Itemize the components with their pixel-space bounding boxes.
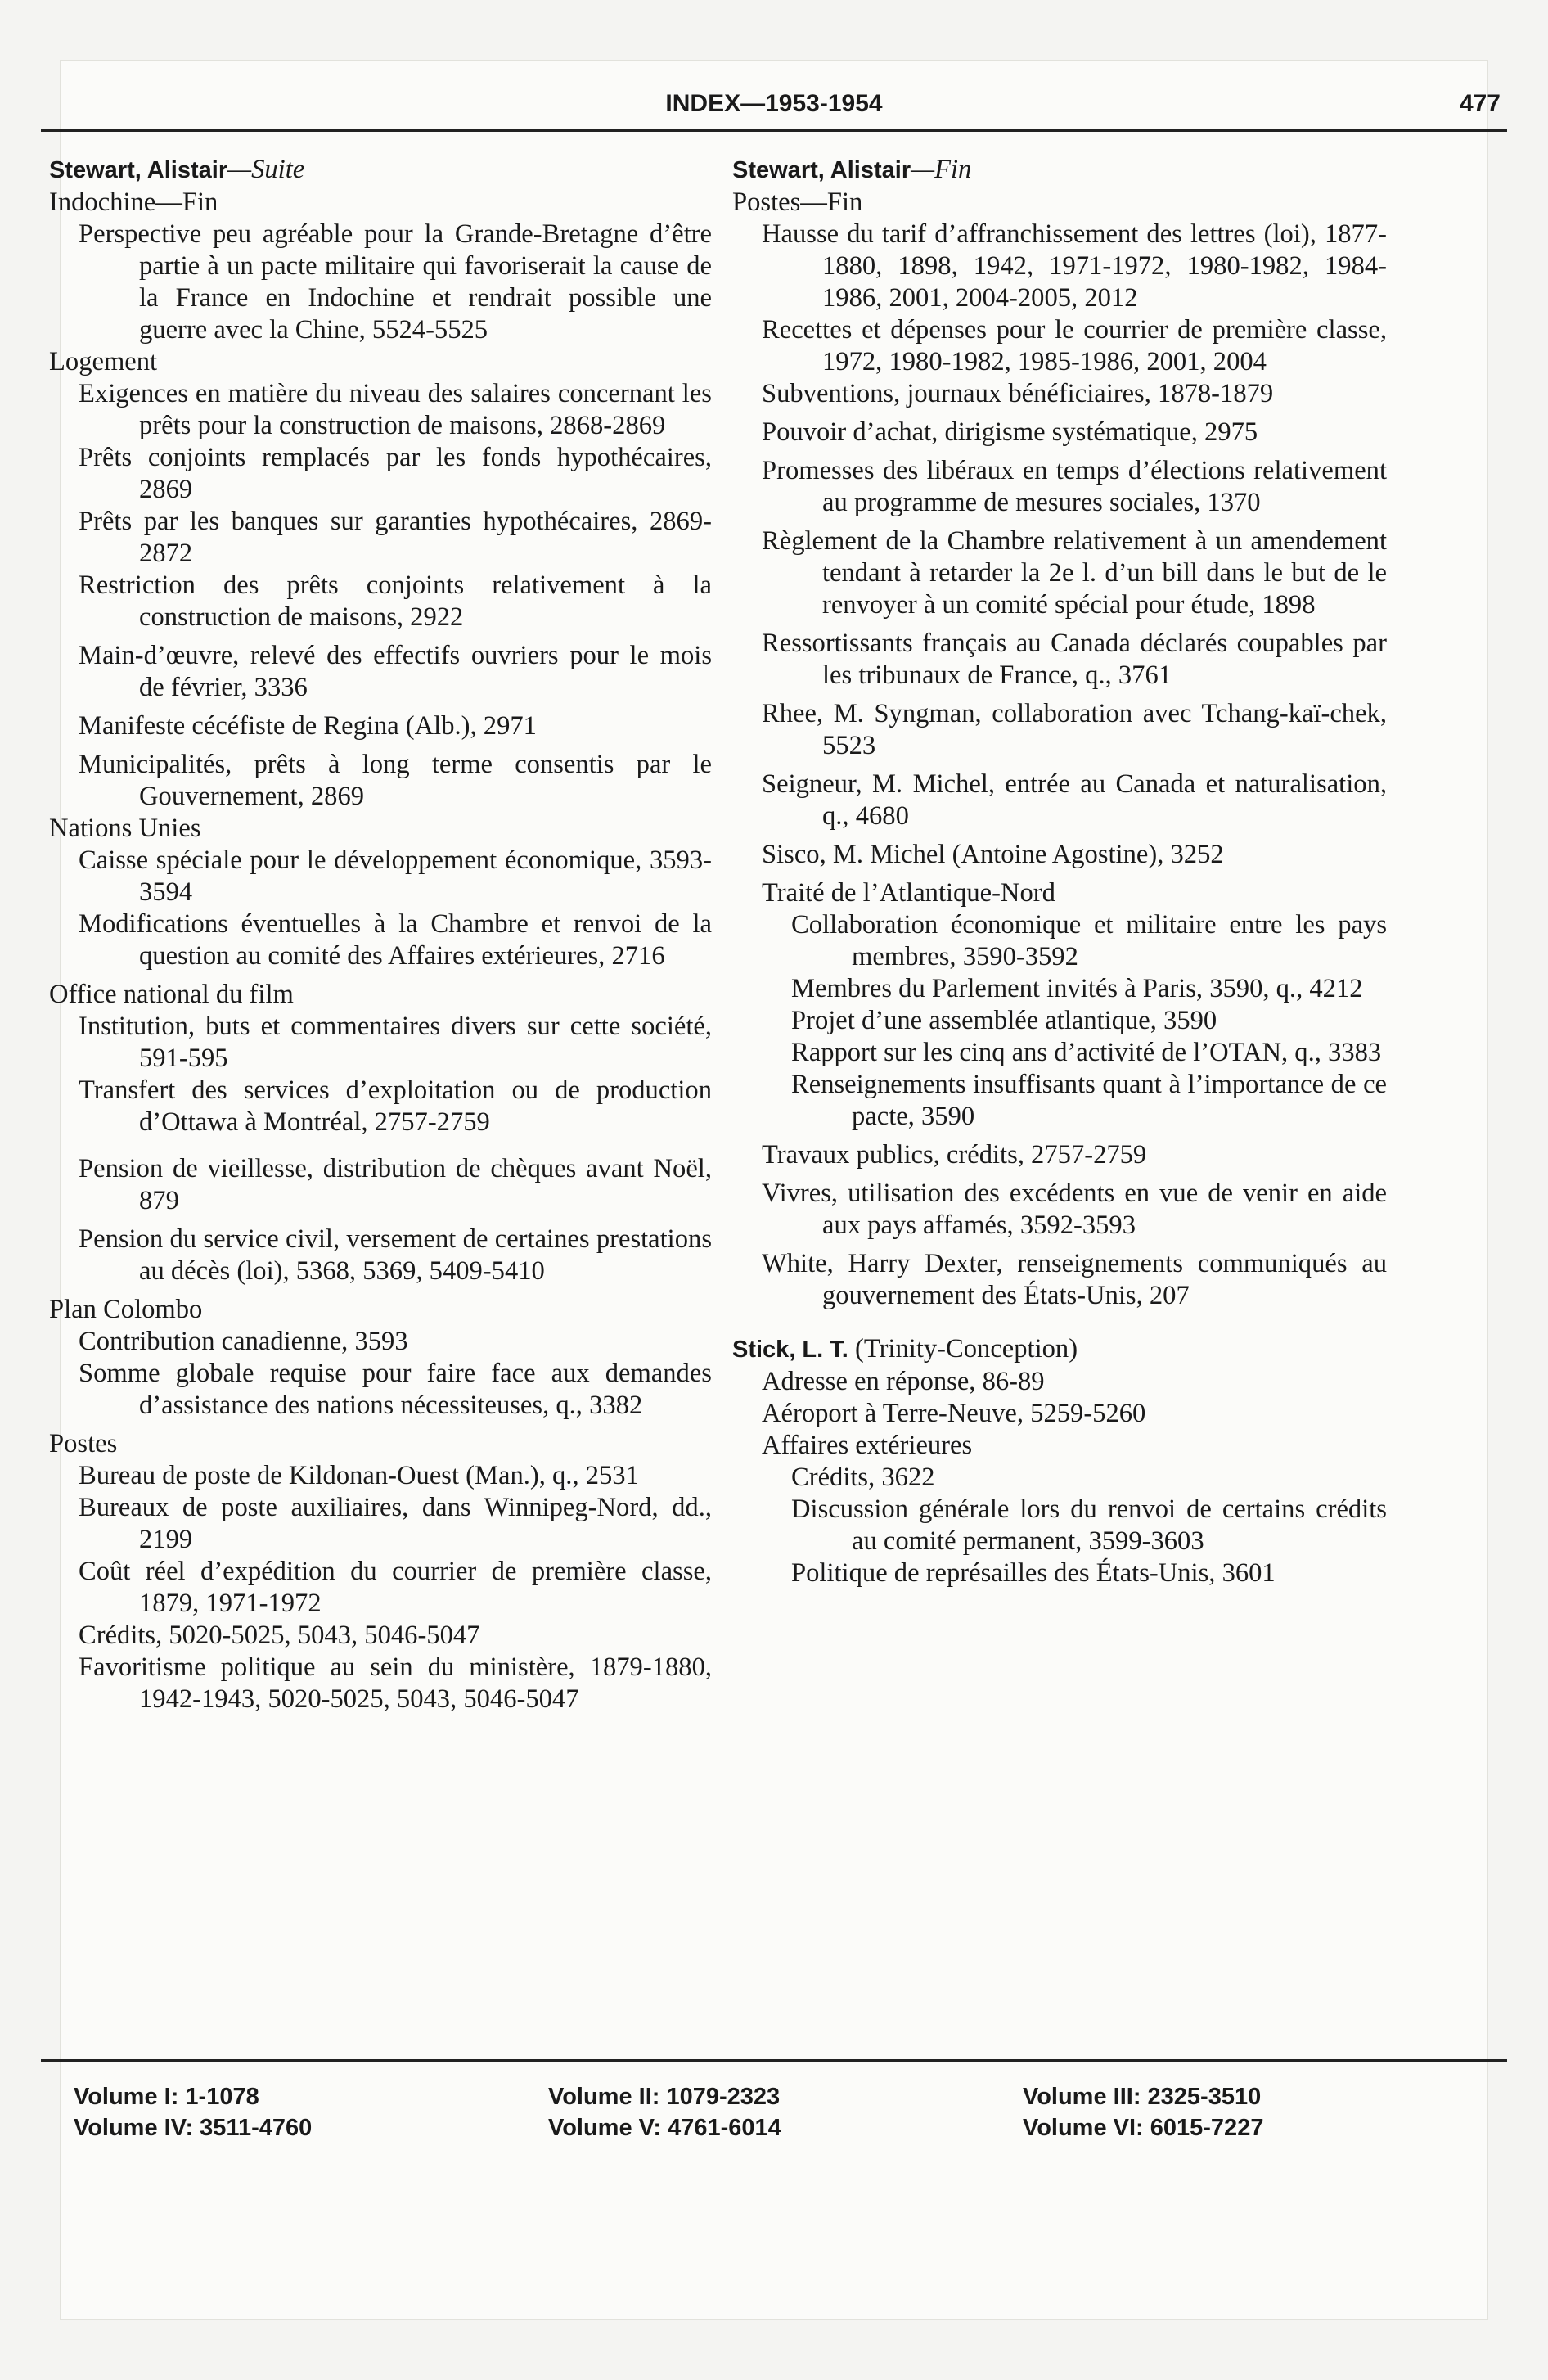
right-column [732, 154, 1387, 1589]
index-entry: Postes—Fin [732, 187, 863, 217]
index-entry: Subventions, journaux bénéficiaires, 1878-1879 [762, 379, 1274, 408]
index-entry: Promesses des libéraux en temps d’élections relativement au programme de mesures sociales, 1370 [762, 456, 1387, 517]
column-heading [49, 154, 712, 187]
index-entry: Favoritisme politique au sein du ministère, 1879-1880, 1942-1943, 5020-5025, 5043, 5046-5047 [79, 1652, 712, 1714]
index-entry: Crédits, 3622 [791, 1463, 935, 1492]
heading-name: Stick, L. T. [732, 1336, 848, 1363]
index-entry: Rhee, M. Syngman, collaboration avec Tchang-kaï-chek, 5523 [762, 699, 1387, 760]
index-entry: Coût réel d’expédition du courrier de première classe, 1879, 1971-1972 [79, 1557, 712, 1618]
heading-name: Stewart, Alistair [49, 157, 228, 183]
index-entry: Sisco, M. Michel (Antoine Agostine), 3252 [762, 840, 1224, 869]
index-entry: Seigneur, M. Michel, entrée au Canada et naturalisation, q., 4680 [762, 769, 1387, 831]
index-entry: Vivres, utilisation des excédents en vue de venir en aide aux pays affamés, 3592-3593 [762, 1179, 1387, 1240]
index-entry: Modifications éventuelles à la Chambre et renvoi de la question au comité des Affaires extérieures, 2716 [79, 909, 712, 971]
index-entry: Exigences en matière du niveau des salaires concernant les prêts pour la construction de maisons, 2868-2869 [79, 379, 712, 440]
index-entry: Logement [49, 347, 158, 376]
index-entry: Perspective peu agréable pour la Grande-Bretagne d’être partie à un pacte militaire qui favoriserait la cause de la France en Indochine et rendrait possible une guerre avec la Chine, 5524-5525 [79, 219, 712, 345]
index-entry: Règlement de la Chambre relativement à un amendement tendant à retarder la 2e l. d’un bill dans le but de le renvoyer à un comité spécial pour étude, 1898 [762, 526, 1387, 620]
index-entry: Traité de l’Atlantique-Nord [762, 878, 1055, 908]
index-entry: Recettes et dépenses pour le courrier de première classe, 1972, 1980-1982, 1985-1986, 2001, 2004 [762, 315, 1387, 376]
index-entry: Pension du service civil, versement de certaines prestations au décès (loi), 5368, 5369, 5409-5410 [79, 1224, 712, 1286]
index-entry: Pension de vieillesse, distribution de chèques avant Noël, 879 [79, 1154, 712, 1215]
index-entry: Municipalités, prêts à long terme consentis par le Gouvernement, 2869 [79, 750, 712, 811]
volume-label: Volume V: 4761-6014 [548, 2115, 781, 2141]
index-entry: Hausse du tarif d’affranchissement des lettres (loi), 1877-1880, 1898, 1942, 1971-1972, 1980-1982, 1984-1986, 2001, 2004-2005, 2012 [762, 219, 1387, 313]
index-entry: Bureau de poste de Kildonan-Ouest (Man.), q., 2531 [79, 1461, 639, 1490]
left-entries [49, 187, 712, 1715]
index-entry: Office national du film [49, 980, 294, 1009]
index-entry: Transfert des services d’exploitation ou de production d’Ottawa à Montréal, 2757-2759 [79, 1075, 712, 1137]
index-entry: Plan Colombo [49, 1295, 203, 1324]
heading-suffix: (Trinity-Conception) [848, 1334, 1078, 1364]
footer-divider [41, 2059, 1507, 2062]
index-entry: Discussion générale lors du renvoi de certains crédits au comité permanent, 3599-3603 [791, 1494, 1387, 1556]
index-entry: White, Harry Dexter, renseignements communiqués au gouvernement des États-Unis, 207 [762, 1249, 1387, 1310]
page-header [41, 88, 1507, 132]
index-entry: Bureaux de poste auxiliaires, dans Winnipeg-Nord, dd., 2199 [79, 1493, 712, 1554]
index-entry: Politique de représailles des États-Unis, 3601 [791, 1558, 1276, 1588]
right-entries [732, 187, 1387, 1312]
index-entry: Ressortissants français au Canada déclarés coupables par les tribunaux de France, q., 3761 [762, 629, 1387, 690]
index-entry: Postes [49, 1429, 118, 1458]
heading-name: Stewart, Alistair [732, 157, 911, 183]
left-column [49, 154, 712, 1715]
index-entry: Restriction des prêts conjoints relativement à la construction de maisons, 2922 [79, 570, 712, 632]
column-heading [732, 1333, 1387, 1366]
index-entry: Pouvoir d’achat, dirigisme systématique, 2975 [762, 417, 1258, 447]
index-entry: Indochine—Fin [49, 187, 218, 217]
index-entry: Travaux publics, crédits, 2757-2759 [762, 1140, 1147, 1170]
index-entry: Rapport sur les cinq ans d’activité de l’OTAN, q., 3383 [791, 1038, 1382, 1067]
volume-label: Volume I: 1-1078 [74, 2084, 259, 2110]
index-entry: Renseignements insuffisants quant à l’importance de ce pacte, 3590 [791, 1070, 1387, 1131]
index-entry: Prêts conjoints remplacés par les fonds hypothécaires, 2869 [79, 443, 712, 504]
column-heading [732, 154, 1387, 187]
index-entry: Collaboration économique et militaire entre les pays membres, 3590-3592 [791, 910, 1387, 971]
index-entry: Prêts par les banques sur garanties hypothécaires, 2869-2872 [79, 507, 712, 568]
index-entry: Caisse spéciale pour le développement économique, 3593-3594 [79, 845, 712, 907]
index-entry: Projet d’une assemblée atlantique, 3590 [791, 1006, 1217, 1035]
right-entries-2 [732, 1366, 1387, 1589]
heading-suffix: —Suite [227, 155, 305, 184]
index-entry: Membres du Parlement invités à Paris, 3590, q., 4212 [791, 974, 1363, 1003]
index-entry: Crédits, 5020-5025, 5043, 5046-5047 [79, 1620, 480, 1650]
volume-label: Volume VI: 6015-7227 [1023, 2115, 1264, 2141]
page-title: INDEX—1953-1954 [665, 90, 883, 117]
index-entry: Aéroport à Terre-Neuve, 5259-5260 [762, 1399, 1146, 1428]
index-entry: Institution, buts et commentaires divers sur cette société, 591-595 [79, 1012, 712, 1073]
index-entry: Main-d’œuvre, relevé des effectifs ouvriers pour le mois de février, 3336 [79, 641, 712, 702]
volume-label: Volume IV: 3511-4760 [74, 2115, 313, 2141]
index-entry: Affaires extérieures [762, 1431, 973, 1460]
volume-footer [74, 2081, 1499, 2143]
volume-label: Volume III: 2325-3510 [1023, 2084, 1262, 2110]
heading-suffix: —Fin [911, 155, 972, 184]
index-entry: Contribution canadienne, 3593 [79, 1327, 408, 1356]
index-entry: Nations Unies [49, 814, 201, 843]
index-entry: Adresse en réponse, 86-89 [762, 1367, 1045, 1396]
index-entry: Somme globale requise pour faire face aux demandes d’assistance des nations nécessiteuses, q., 3382 [79, 1359, 712, 1420]
volume-label: Volume II: 1079-2323 [548, 2084, 781, 2110]
page-number: 477 [1459, 90, 1501, 117]
index-entry: Manifeste cécéfiste de Regina (Alb.), 2971 [79, 711, 537, 741]
